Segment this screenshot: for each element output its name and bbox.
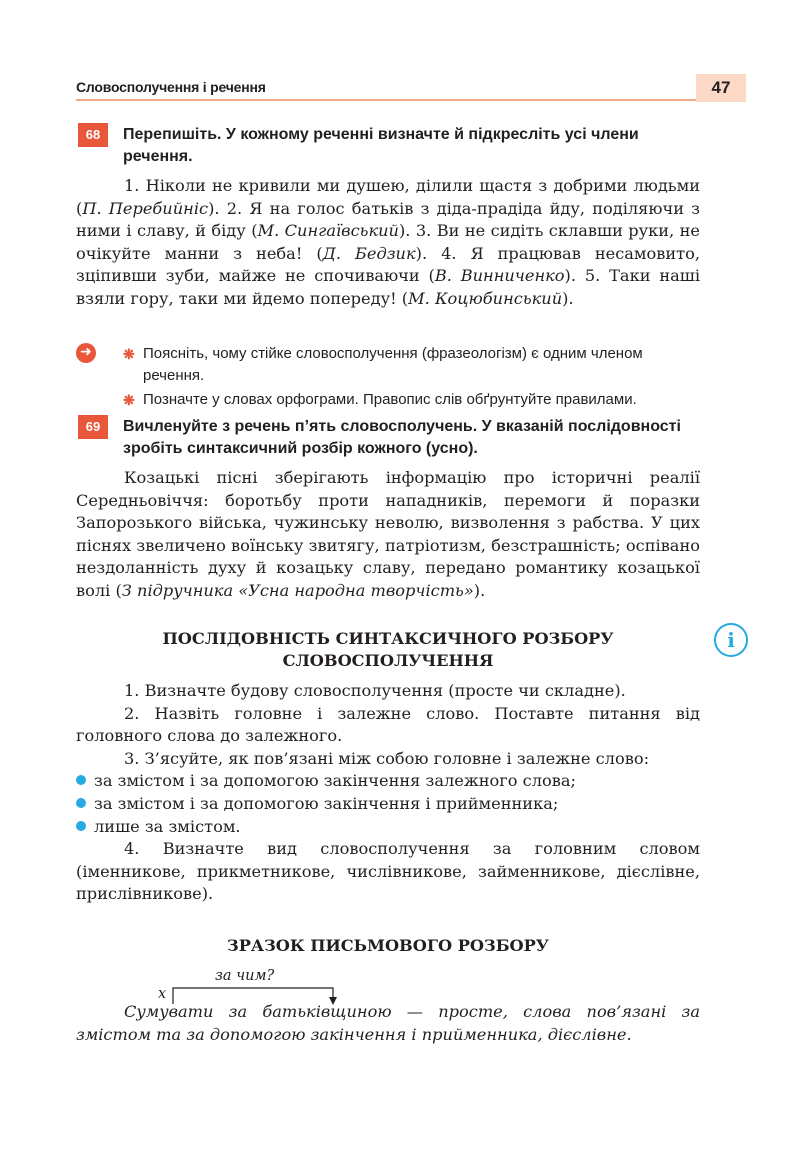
rule-step-4: 4. Визначте вид словосполучення за головним словом (іменникове, прикметникове, числівникове, займенникове, дієслівне, прислівникове).: [76, 839, 700, 904]
bullet-icon: [76, 775, 86, 785]
exercise-68-subtasks: [123, 343, 708, 411]
asterisk-icon: ❋: [123, 392, 135, 408]
exercise-68-text: 1. Ніколи не кривили ми душею, ділили щастя з добрими людьми (П. Перебийніс). 2. Я на голос батьків з діда-прадіда йду, поділяючи з ними і славу, й біду (М. Сингаївський). 3. Ви не сидіть склавши руки, не очікуйте манни з неба! (Д. Бедзик). 4. Я працював несамовито, зціпивши зуби, майже не спочиваючи (В. Винниченко). 5. Таки наші взяли гору, таки ми йдемо попереду! (М. Коцюбинський).: [76, 176, 701, 308]
rule-steps: [76, 680, 700, 906]
sample-text: Сумувати за батьківщиною — просте, слова пов’язані за змістом та за допомогою закінчення і прийменника, дієслівне.: [76, 1002, 700, 1044]
exercise-number-69: 69: [78, 415, 108, 439]
rule-step-1: 1. Визначте будову словосполучення (просте чи складне).: [124, 681, 626, 700]
asterisk-icon: ❋: [123, 346, 135, 362]
info-icon: i: [714, 623, 748, 657]
rule-bullet: лише за змістом.: [76, 816, 700, 839]
rule-step-2: 2. Назвіть головне і залежне слово. Поставте питання від головного слова до залежного.: [76, 703, 700, 746]
bullet-icon: [76, 821, 86, 831]
section-title: Словосполучення і речення: [76, 79, 266, 95]
exercise-69-task: Вичленуйте з речень п’ять словосполучень. У вказаній послідовності зробіть синтаксичний розбір кожного (усно).: [123, 418, 681, 457]
rule-title: ПОСЛІДОВНІСТЬ СИНТАКСИЧНОГО РОЗБОРУ СЛОВОСПОЛУЧЕННЯ: [162, 629, 614, 670]
exercise-number-68: 68: [78, 123, 108, 147]
exercise-69-text: Козацькі пісні зберігають інформацію про історичні реалії Середньовіччя: боротьбу проти нападників, перемоги й поразки Запорозького війська, чужинську неволю, визволення з рабства. У цих піснях звеличено воїнську звитягу, патріотизм, безстрашність; оспівано нездоланність духу й козацьку славу, передано романтику козацької волі (З підручника «Усна народна творчість»).: [76, 468, 700, 600]
rule-bullet: за змістом і за допомогою закінчення і прийменника;: [76, 793, 700, 816]
sample-title: ЗРАЗОК ПИСЬМОВОГО РОЗБОРУ: [227, 936, 549, 955]
header-rule: [76, 99, 696, 101]
subtask-2: ❋ Позначте у словах орфограми. Правопис слів обґрунтуйте правилами.: [123, 389, 708, 411]
arrow-right-icon: ➜: [76, 343, 96, 363]
scheme-marker: x: [158, 986, 167, 1002]
scheme-question: за чим?: [215, 968, 275, 984]
subtask-1: ❋ Поясніть, чому стійке словосполучення (фразеологізм) є одним членом речення.: [123, 345, 643, 384]
exercise-68-task: Перепишіть. У кожному реченні визначте й підкресліть усі члени речення.: [123, 126, 639, 165]
bullet-icon: [76, 798, 86, 808]
page-number: 47: [696, 74, 746, 102]
rule-step-3: 3. З’ясуйте, як пов’язані між собою головне і залежне слово:: [124, 748, 650, 768]
rule-bullet: за змістом і за допомогою закінчення залежного слова;: [76, 770, 700, 793]
